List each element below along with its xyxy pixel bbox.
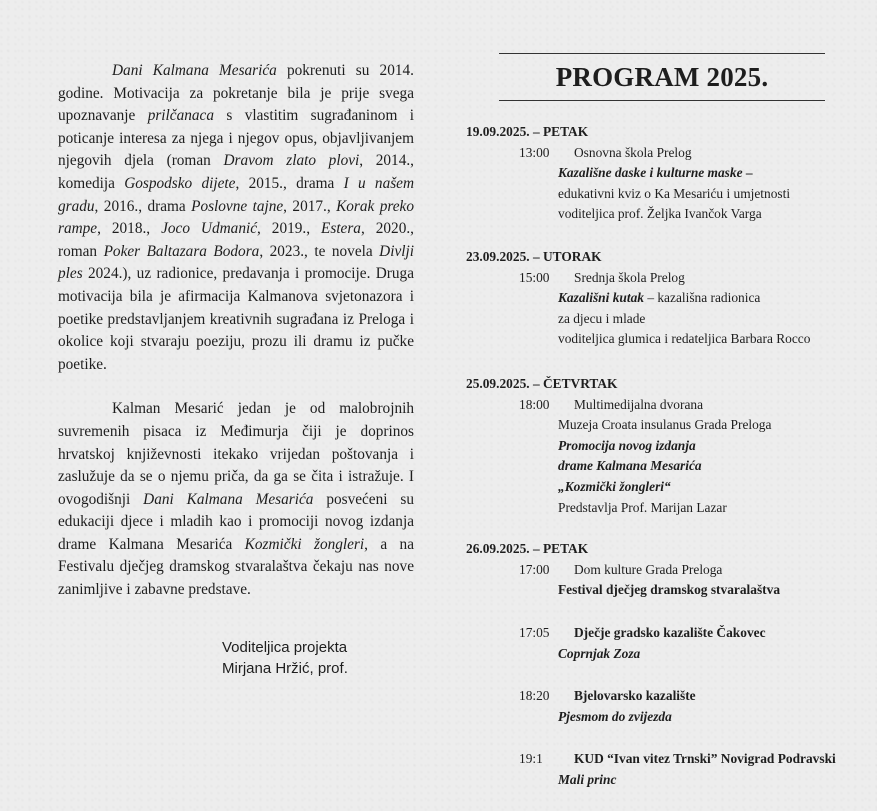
italic-title: Poker Baltazara Bodora bbox=[103, 242, 260, 260]
italic-title: Kozmički žongleri bbox=[244, 535, 365, 553]
schedule-line bbox=[466, 477, 871, 498]
schedule-block bbox=[466, 539, 871, 601]
schedule-block bbox=[466, 686, 871, 727]
schedule-block bbox=[466, 749, 871, 790]
schedule-line bbox=[466, 268, 871, 289]
event-text: Dom kulture Grada Preloga bbox=[574, 561, 723, 577]
schedule-block bbox=[466, 247, 871, 350]
schedule-line bbox=[466, 309, 871, 330]
event-text: KUD “Ivan vitez Trnski” Novigrad Podravski bbox=[574, 751, 836, 766]
signature-role: Voditeljica projekta bbox=[222, 639, 348, 656]
text-run: s vlastitim sugrađaninom i poticanje interesa za njega i njegov opus, objavljivanjem njegovih djela (roman bbox=[58, 107, 414, 170]
event-text: Mali princ bbox=[558, 771, 617, 787]
text-run: , 2018., bbox=[97, 220, 162, 238]
schedule-line bbox=[466, 204, 871, 225]
italic-title: Dani Kalmana Mesarića bbox=[143, 490, 314, 508]
event-text: Pjesmom do zvijezda bbox=[558, 708, 672, 724]
text-run: , 2014., komedija bbox=[58, 152, 415, 192]
event-text: Promocija novog izdanja bbox=[558, 437, 696, 453]
schedule-line bbox=[466, 163, 871, 184]
day-header: 25.09.2025. – ČETVRTAK bbox=[466, 376, 618, 391]
schedule-line bbox=[466, 560, 871, 581]
event-time: 17:00 bbox=[519, 561, 550, 577]
event-text: drame Kalmana Mesarića bbox=[558, 458, 702, 474]
day-header: 26.09.2025. – PETAK bbox=[466, 541, 589, 556]
schedule-block bbox=[466, 374, 871, 518]
schedule-line bbox=[466, 184, 871, 205]
intro-paragraph-1 bbox=[58, 60, 414, 376]
event-text: Coprnjak Zoza bbox=[558, 645, 641, 661]
event-text: Srednja škola Prelog bbox=[574, 269, 685, 285]
italic-title: Dani Kalmana Mesarića bbox=[112, 62, 277, 79]
event-text: Kazališne daske i kulturne maske bbox=[558, 165, 743, 181]
schedule-line bbox=[466, 707, 871, 728]
text-run: posvećeni su edukaciji djece i mladih kao i promociji novog izdanja drame Kalmana Mesarića bbox=[58, 490, 414, 553]
title-rule-top bbox=[499, 53, 825, 54]
italic-title: Divlji ples bbox=[58, 242, 414, 283]
event-time: 13:00 bbox=[519, 144, 550, 160]
event-text: Predstavlja Prof. Marijan Lazar bbox=[558, 499, 727, 515]
italic-title: Dravom zlato plovi bbox=[223, 152, 360, 170]
signature-name: Mirjana Hržić, prof. bbox=[222, 660, 348, 677]
italic-title: I u našem gradu bbox=[58, 174, 415, 215]
italic-title: Korak preko rampe bbox=[58, 197, 414, 238]
event-time: 18:00 bbox=[519, 396, 550, 412]
schedule-line bbox=[466, 580, 871, 601]
italic-title: Joco Udmanić bbox=[161, 220, 258, 238]
event-text-suffix: – kazališna radionica bbox=[643, 290, 761, 306]
event-text: Kazališni kutak bbox=[558, 290, 644, 306]
italic-title: Estera bbox=[321, 220, 361, 238]
schedule-line bbox=[466, 143, 871, 164]
signature bbox=[222, 637, 348, 679]
text-run: , 2019., bbox=[257, 220, 322, 238]
schedule-line bbox=[466, 686, 871, 707]
title-rule-bottom bbox=[499, 100, 825, 101]
event-text: edukativni kviz o Ka Mesariću i umjetnosti bbox=[558, 185, 791, 201]
schedule-line bbox=[466, 329, 871, 350]
day-header: 23.09.2025. – UTORAK bbox=[466, 249, 602, 264]
schedule-line bbox=[466, 456, 871, 477]
event-time: 17:05 bbox=[519, 625, 550, 640]
schedule-block bbox=[466, 623, 871, 664]
text-run: , 2015., drama bbox=[235, 174, 344, 192]
event-text: voditeljica prof. Željka Ivančok Varga bbox=[558, 206, 762, 222]
intro-paragraph-2 bbox=[58, 398, 414, 601]
schedule-line bbox=[466, 395, 871, 416]
event-text: Festival dječjeg dramskog stvaralaštva bbox=[558, 582, 781, 598]
text-run: , a na Festivalu dječjeg dramskog stvaralaštva čekaju nas nove zanimljive i zabavne predstave. bbox=[58, 535, 414, 599]
text-run: Kalman Mesarić jedan je od malobrojnih suvremenih pisaca iz Međimurja čiji je doprinos hrvatskoj književnosti itekako vrijedan poštovanja i zaslužuje da se o njemu priča, da ga se čita i istražuje. I ovogodišnji bbox=[58, 400, 414, 508]
event-text: Osnovna škola Prelog bbox=[574, 144, 692, 160]
text-run: pokrenuti su 2014. godine. Motivacija za pokretanje bila je prije svega upoznavanje bbox=[58, 62, 414, 125]
schedule-line bbox=[466, 415, 871, 436]
event-text: Muzeja Croata insulanus Grada Preloga bbox=[558, 417, 772, 433]
italic-title: prilčanaca bbox=[147, 107, 214, 125]
text-run: 2024.), uz radionice, predavanja i promocije. Druga motivacija bila je afirmacija Kalmanova svjetonazora i poetike predstavljanjem kreativnih sugrađana iz Preloga i okolice koji stvaraju poeziju, prozu ili dramu iz pučke poetike. bbox=[58, 265, 414, 373]
day-header: 19.09.2025. – PETAK bbox=[466, 124, 589, 139]
event-time: 15:00 bbox=[519, 269, 550, 285]
schedule-line bbox=[466, 770, 871, 791]
text-run: , 2023., te novela bbox=[259, 242, 380, 260]
schedule-line bbox=[466, 749, 871, 770]
event-text: Multimedijalna dvorana bbox=[574, 396, 704, 412]
schedule-block bbox=[466, 122, 871, 225]
schedule-line bbox=[466, 644, 871, 665]
program-title: PROGRAM 2025. bbox=[555, 62, 769, 92]
intro-text bbox=[58, 60, 414, 602]
schedule-line bbox=[466, 288, 871, 309]
event-text: Bjelovarsko kazalište bbox=[574, 688, 696, 703]
schedule-line bbox=[466, 623, 871, 644]
event-text: za djecu i mlade bbox=[558, 310, 646, 326]
text-run: , 2016., drama bbox=[94, 197, 192, 215]
italic-title: Poslovne tajne bbox=[191, 197, 284, 215]
italic-title: Gospodsko dijete bbox=[124, 174, 236, 192]
text-run: , 2017., bbox=[283, 197, 337, 215]
event-text: Dječje gradsko kazalište Čakovec bbox=[574, 625, 766, 640]
schedule-line bbox=[466, 498, 871, 519]
event-text: voditeljica glumica i redateljica Barbara Rocco bbox=[558, 331, 811, 347]
text-run: , 2020., roman bbox=[58, 220, 414, 260]
event-text: „Kozmički žongleri“ bbox=[558, 478, 671, 494]
event-time: 19:1 bbox=[519, 751, 543, 766]
schedule-line bbox=[466, 436, 871, 457]
event-time: 18:20 bbox=[519, 688, 550, 703]
event-text-suffix: – bbox=[742, 165, 753, 181]
